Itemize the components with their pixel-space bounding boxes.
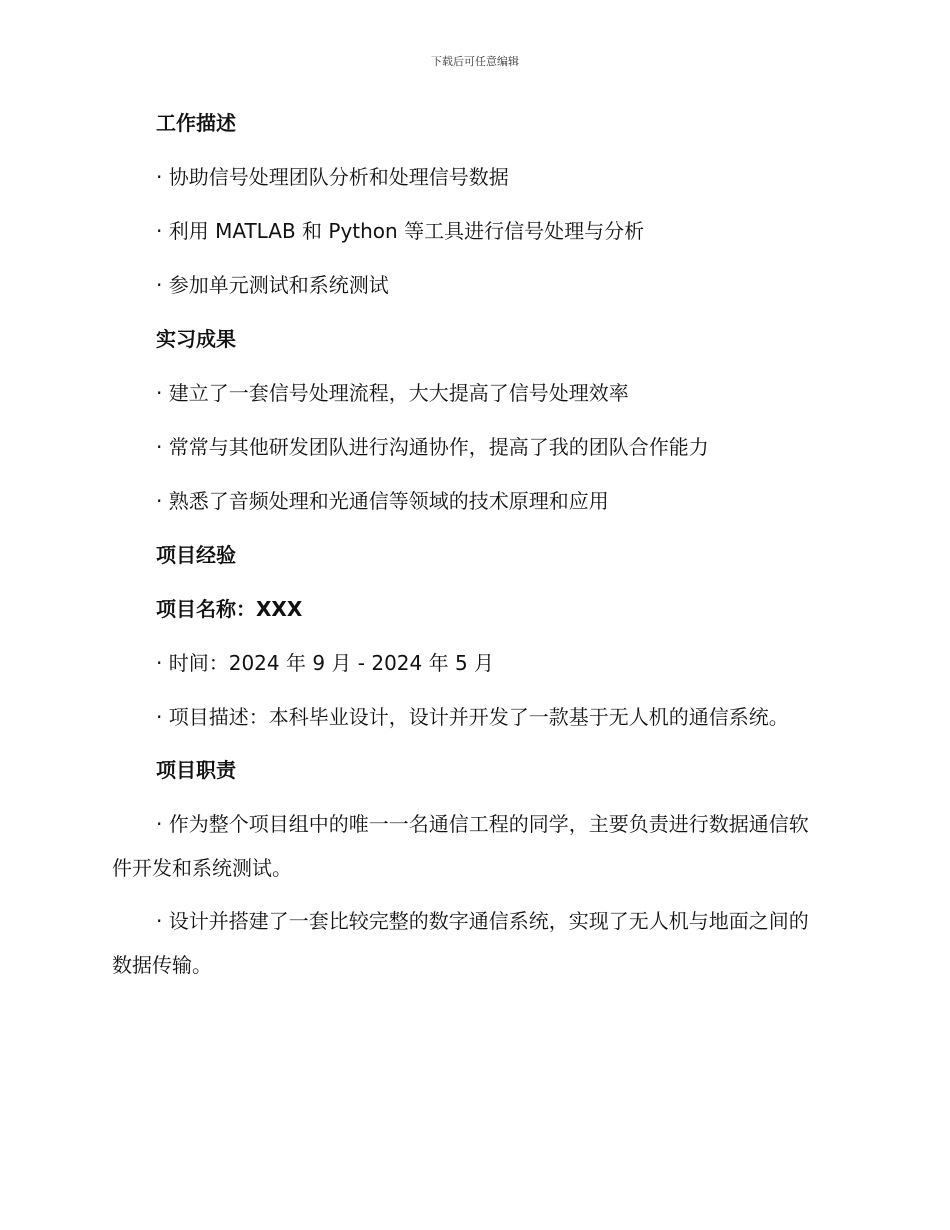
internship-result-item-3: · 熟悉了音频处理和光通信等领域的技术原理和应用	[156, 489, 609, 513]
project-time: · 时间：2024 年 9 月 - 2024 年 5 月	[156, 651, 495, 675]
project-description: · 项目描述：本科毕业设计，设计并开发了一款基于无人机的通信系统。	[156, 705, 789, 729]
work-description-item-2: · 利用 MATLAB 和 Python 等工具进行信号处理与分析	[156, 219, 645, 243]
project-duty-item-2: · 设计并搭建了一套比较完整的数字通信系统，实现了无人机与地面之间的数据传输。	[112, 909, 809, 977]
document-body	[112, 110, 824, 1005]
section-heading-internship-results: 实习成果	[156, 327, 236, 351]
internship-result-item-2: · 常常与其他研发团队进行沟通协作，提高了我的团队合作能力	[156, 435, 709, 459]
work-description-item-3: · 参加单元测试和系统测试	[156, 273, 389, 297]
project-duty-item-1: · 作为整个项目组中的唯一一名通信工程的同学，主要负责进行数据通信软件开发和系统测试。	[112, 812, 809, 880]
section-heading-project-experience: 项目经验	[156, 543, 236, 567]
page-header-note: 下载后可任意编辑	[431, 55, 519, 68]
work-description-item-1: · 协助信号处理团队分析和处理信号数据	[156, 165, 509, 189]
project-name: 项目名称：XXX	[156, 597, 303, 621]
internship-result-item-1: · 建立了一套信号处理流程，大大提高了信号处理效率	[156, 381, 629, 405]
section-heading-project-duties: 项目职责	[156, 758, 236, 782]
section-heading-work-description: 工作描述	[156, 111, 236, 135]
